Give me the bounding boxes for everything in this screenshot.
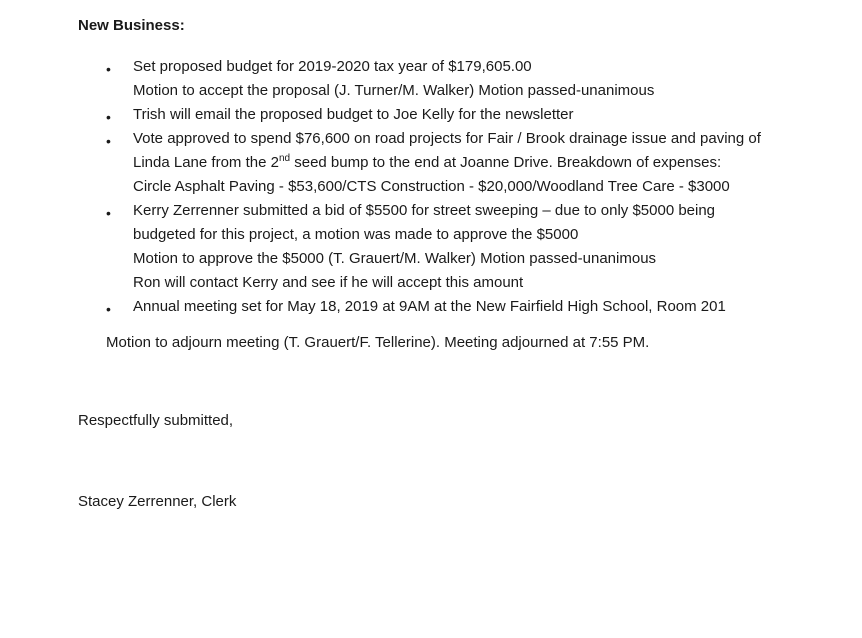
bullet-icon: •: [106, 133, 111, 149]
item-text-line: Annual meeting set for May 18, 2019 at 9AM at the New Fairfield High School, Room 201: [133, 298, 726, 315]
bullet-icon: •: [106, 301, 111, 317]
item-text-segment: Linda Lane from the 2: [133, 154, 279, 171]
list-item: [0, 199, 862, 295]
item-text-line: [133, 151, 842, 175]
list-item: [0, 55, 862, 103]
list-item: [0, 295, 862, 319]
ordinal-suffix: nd: [278, 153, 291, 164]
section-heading: New Business:: [78, 17, 185, 34]
new-business-list: [0, 55, 862, 319]
bullet-icon: •: [106, 61, 111, 77]
item-text-line: Set proposed budget for 2019-2020 tax year of $179,605.00: [133, 58, 532, 75]
signature-line: Stacey Zerrenner, Clerk: [78, 493, 237, 510]
item-text-segment: seed bump to the end at Joanne Drive. Breakdown of expenses:: [290, 154, 722, 171]
item-text-line: Circle Asphalt Paving - $53,600/CTS Construction - $20,000/Woodland Tree Care - $3000: [133, 178, 730, 195]
item-text-line: Motion to approve the $5000 (T. Grauert/M. Walker) Motion passed-unanimous: [133, 250, 657, 267]
item-text-line: Trish will email the proposed budget to Joe Kelly for the newsletter: [133, 106, 574, 123]
item-text-line: Kerry Zerrenner submitted a bid of $5500 for street sweeping – due to only $5000 being: [133, 202, 716, 219]
item-text-line: budgeted for this project, a motion was made to approve the $5000: [133, 226, 579, 243]
item-text-line: Vote approved to spend $76,600 on road projects for Fair / Brook drainage issue and paving of: [133, 130, 761, 147]
item-text-line: Motion to accept the proposal (J. Turner/M. Walker) Motion passed-unanimous: [133, 82, 655, 99]
adjourn-statement: Motion to adjourn meeting (T. Grauert/F. Tellerine). Meeting adjourned at 7:55 PM.: [106, 334, 650, 351]
list-item: [0, 103, 862, 127]
bullet-icon: •: [106, 109, 111, 125]
bullet-icon: •: [106, 205, 111, 221]
closing-text: Respectfully submitted,: [78, 412, 234, 429]
list-item: [0, 127, 862, 199]
item-text-line: Ron will contact Kerry and see if he will accept this amount: [133, 274, 524, 291]
